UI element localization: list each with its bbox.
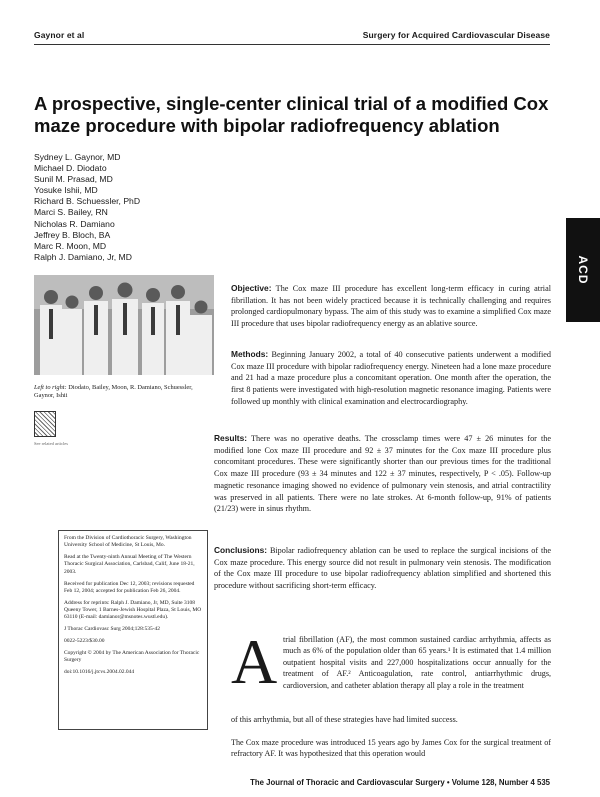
abstract-objective — [231, 283, 551, 330]
cme-label: See related articles — [34, 441, 68, 446]
objective-label: Objective: — [231, 283, 272, 293]
affiliation-entry: Read at the Twenty-ninth Annual Meeting of The Western Thoracic Surgical Association, Carlsbad, Calif, June 18-21, 2003. — [64, 554, 195, 575]
author-list — [34, 152, 140, 263]
body-continuation: of this arrhythmia, but all of these strategies have had limited success. — [231, 715, 458, 724]
section-tab — [566, 218, 600, 322]
author: Sydney L. Gaynor, MD — [34, 152, 121, 162]
running-head-authors: Gaynor et al — [34, 30, 85, 40]
caption-names: Diodato, Bailey, Moon, R. Damiano, Schuessler, Gaynor, Ishii — [34, 384, 193, 400]
drop-cap: A — [231, 626, 278, 697]
conclusions-label: Conclusions: — [214, 545, 268, 555]
abstract-results — [214, 433, 551, 515]
cme-logo — [34, 411, 56, 437]
author: Richard B. Schuessler, PhD — [34, 196, 141, 207]
author: Sunil M. Prasad, MD — [34, 174, 113, 185]
journal-footer: The Journal of Thoracic and Cardiovascular Surgery • Volume 128, Number 4 535 — [250, 778, 550, 787]
conclusions-text: Bipolar radiofrequency ablation can be used to replace the surgical incisions of the Cox maze procedure. This energy source did not result in pulmonary vein stenosis. The modification of the Cox maze III procedure to use bipolar radiofrequency ablation simplified and shortened this procedure without sacrificing short-term efficacy. — [214, 546, 551, 591]
author: Marci S. Bailey, RN — [34, 207, 108, 218]
running-head-section: Surgery for Acquired Cardiovascular Disease — [362, 30, 550, 40]
caption-lead: Left to right: — [34, 384, 67, 391]
affiliation-entry: 0022-5223/$30.00 — [64, 638, 105, 645]
affiliation-entry: From the Division of Cardiothoracic Surgery, Washington University School of Medicine, St Louis, Mo. — [64, 535, 192, 549]
affiliation-entry: J Thorac Cardiovasc Surg 2004;128:535-42 — [64, 626, 161, 633]
author: Yosuke Ishii, MD — [34, 185, 98, 196]
affiliation-entry: Copyright © 2004 by The American Association for Thoracic Surgery — [64, 650, 200, 664]
affiliation-entry: Address for reprints: Ralph J. Damiano, Jr, MD, Suite 3108 Queeny Tower, 1 Barnes-Jewish Hospital Plaza, St Louis, MO 63110 (E-mail: damianor@msnotes.wustl.edu). — [64, 599, 202, 621]
author: Michael D. Diodato — [34, 163, 107, 174]
abstract-methods — [231, 349, 551, 408]
author: Nicholas R. Damiano — [34, 218, 115, 229]
author-group-photo — [34, 275, 214, 375]
methods-label: Methods: — [231, 349, 269, 359]
author: Marc R. Moon, MD — [34, 240, 107, 251]
body-first-lines: trial fibrillation (AF), the most common sustained cardiac arrhythmia, affects as much as 6% of the population older than 65 years.¹ It is estimated that 1.4 million outpatient hospital visits and 227,000 hospitalizations occur annually for the treatment of AF.² Anticoagulation, rate control, antiarrhythmic drugs, cardioversion, and catheter ablation therapy all play a role in the treatment — [283, 635, 551, 690]
abstract-conclusions — [214, 545, 551, 592]
section-tab-label: ACD — [576, 255, 590, 285]
author: Jeffrey B. Bloch, BA — [34, 229, 111, 240]
article-title: A prospective, single-center clinical trial of a modified Cox maze procedure with bipolar radiofrequency ablation — [34, 93, 549, 136]
methods-text: Beginning January 2002, a total of 40 consecutive patients underwent a modified Cox maze III procedure with bipolar radiofrequency energy. Nineteen had a lone maze procedure and 21 had a maze procedure plus a concomitant operation. One month after the operation, the first 8 patients were investigated with high-resolution magnetic resonance imaging. Patients were followed up monthly with clinical examination and electrocardiography. — [231, 350, 551, 406]
photo-caption — [34, 384, 214, 400]
header-rule — [34, 44, 550, 45]
affiliation-box — [58, 530, 208, 730]
results-label: Results: — [214, 433, 248, 443]
body-next-paragraph: The Cox maze procedure was introduced 15 years ago by James Cox for the surgical treatment of refractory AF. It was hypothesized that this operation would — [231, 738, 551, 759]
affiliation-entry: doi:10.1016/j.jtcvs.2004.02.044 — [64, 669, 135, 676]
objective-text: The Cox maze III procedure has excellent long-term efficacy in curing atrial fibrillation. It has not been widely practiced because it is technically challenging and requires prolonged cardiopulmonary bypass. The aim of this study was to examine a simplified Cox maze III procedure that uses bipolar radiofrequency energy as an ablative source. — [231, 284, 551, 329]
affiliation-entry: Received for publication Dec 12, 2003; revisions requested Feb 12, 2004; accepted for publication Feb 26, 2004. — [64, 580, 195, 594]
results-text: There was no operative deaths. The crossclamp times were 47 ± 26 minutes for the modified lone Cox maze III procedure and 92 ± 37 minutes for the Cox maze III procedure plus concomitant procedures. These were significantly shorter than our previous times for the traditional Cox maze III procedure (93 ± 34 minutes and 122 ± 37 minutes, respectively, P < .05). Follow-up magnetic resonance imaging showed no evidence of pulmonary vein stenosis, and atrial contractility was preserved in all patients. There were no late strokes. At 6-month follow-up, 91% of patients (21/23) were in sinus rhythm. — [214, 434, 551, 514]
author: Ralph J. Damiano, Jr, MD — [34, 251, 132, 262]
